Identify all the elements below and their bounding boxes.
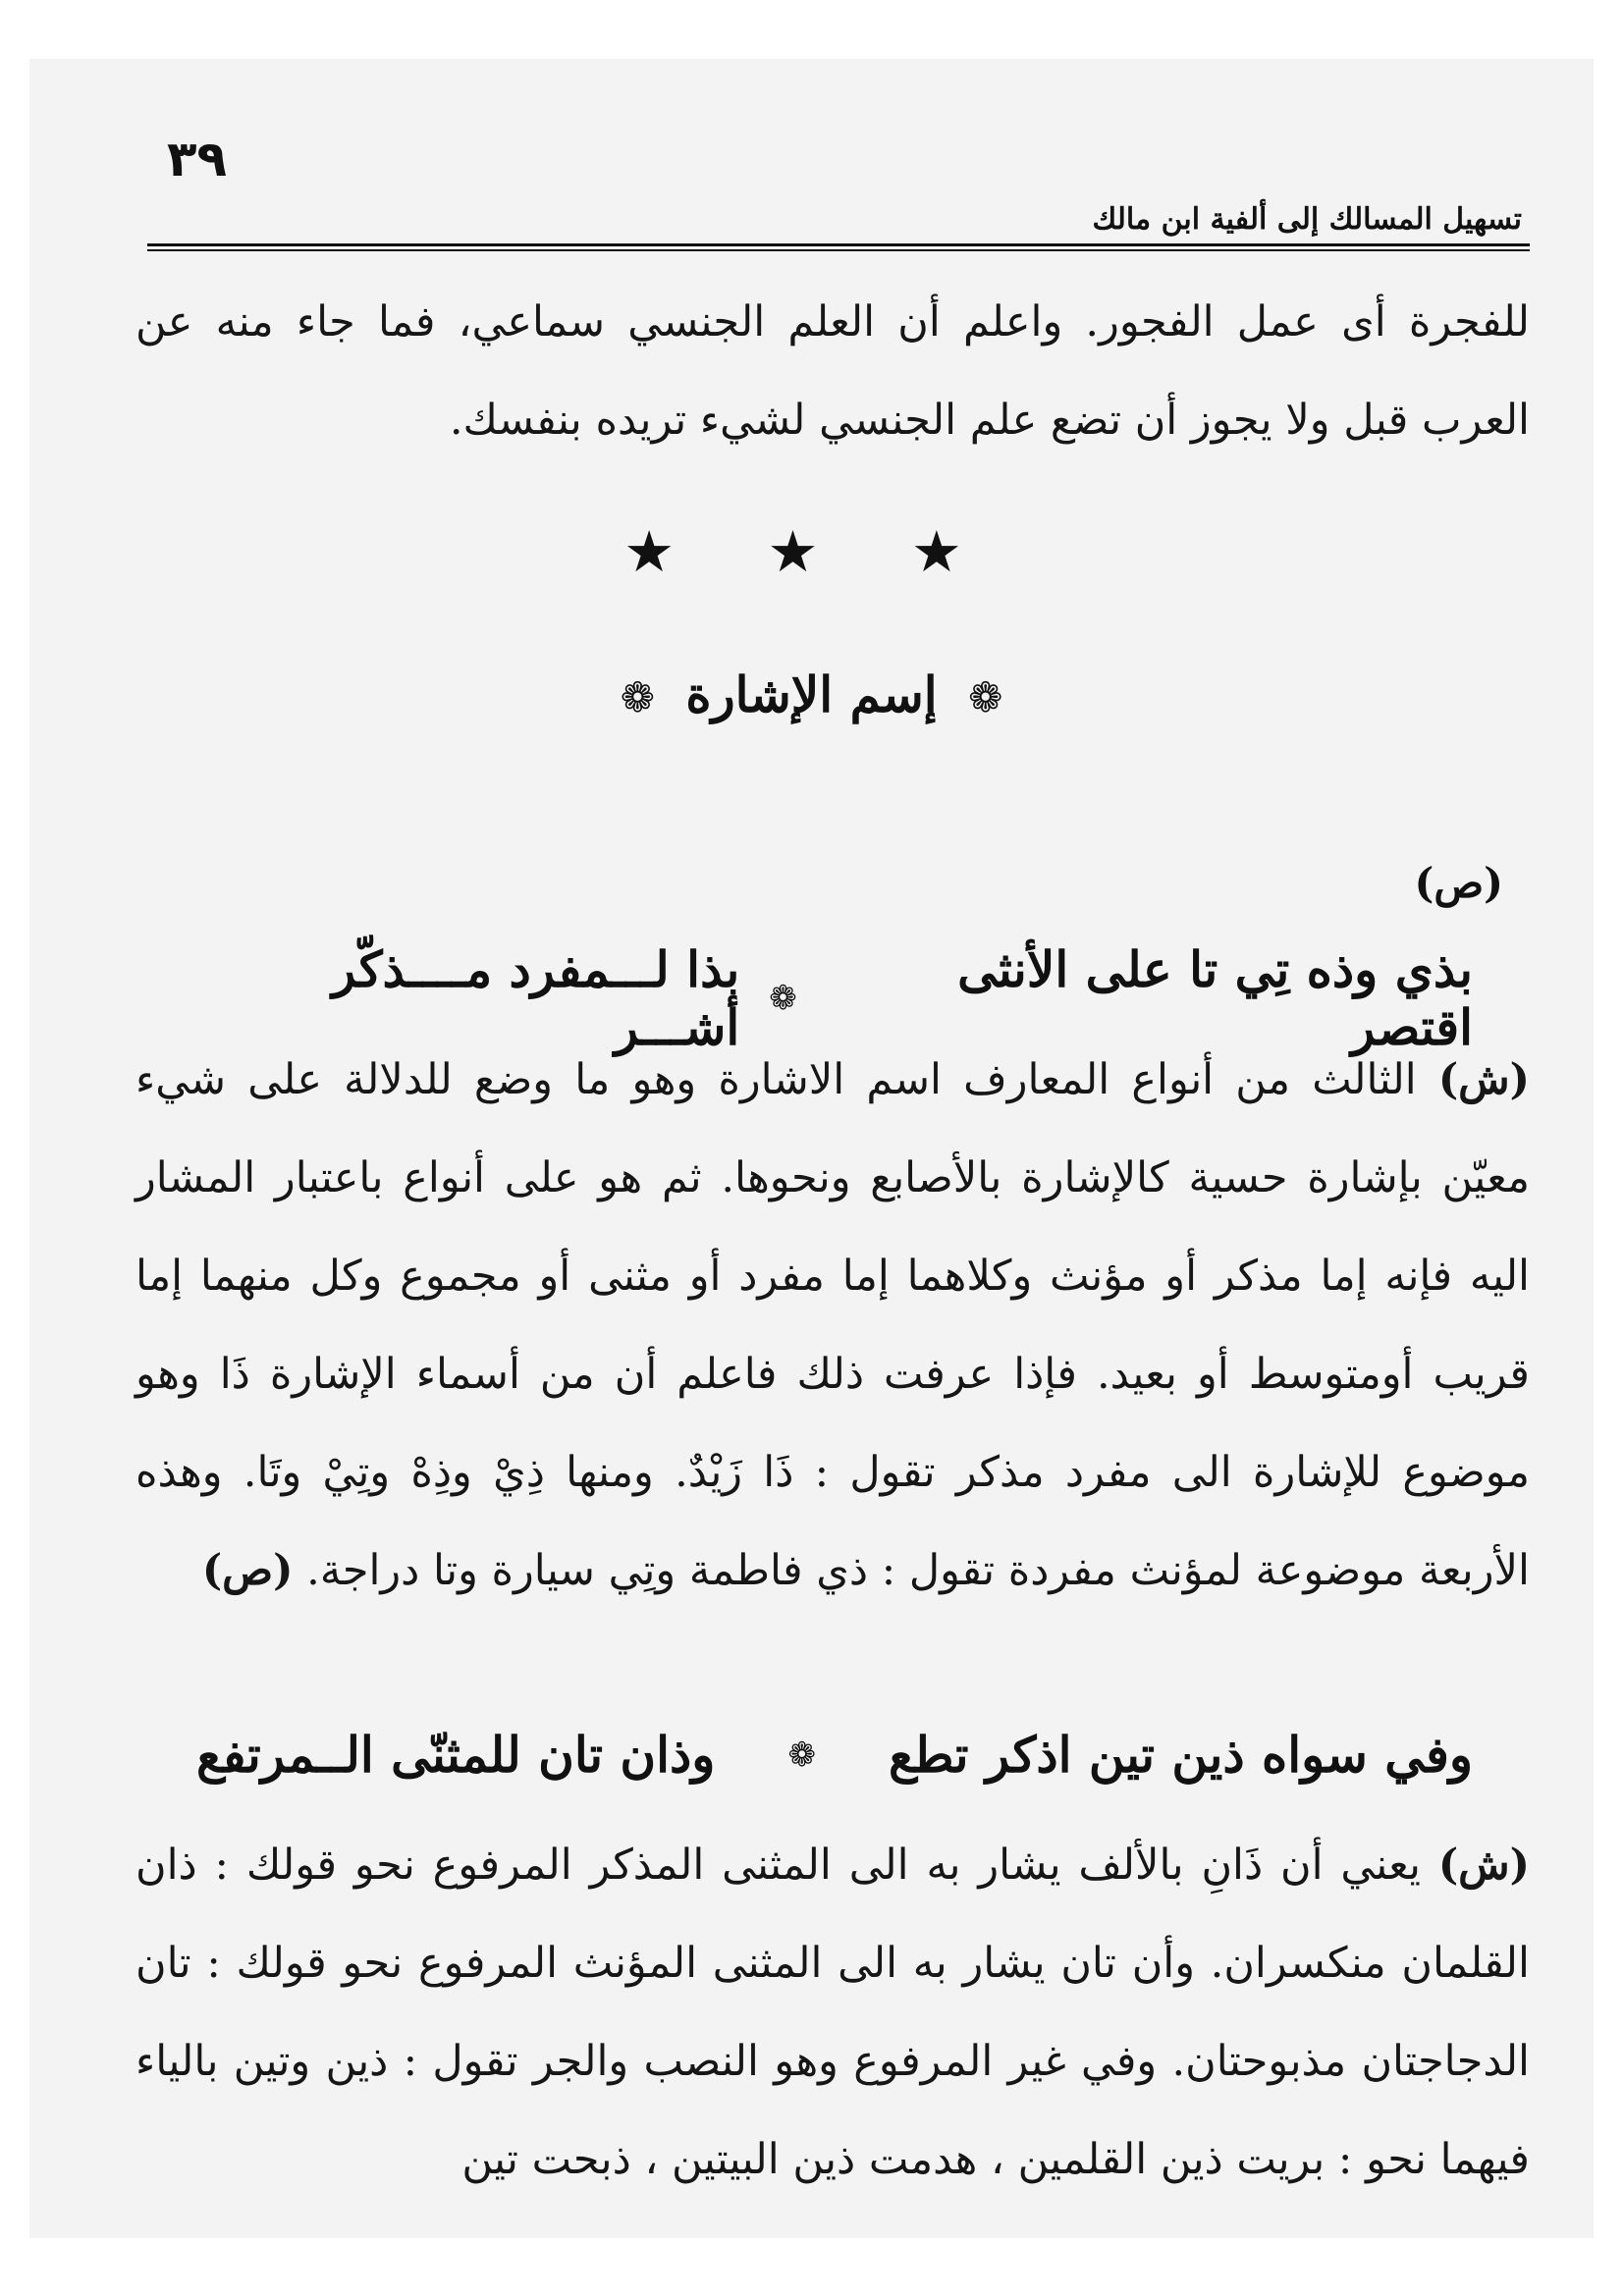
header-rule: [147, 243, 1530, 246]
star-divider: ★ ★ ★: [623, 518, 1000, 585]
commentary-marker: (ش): [1437, 1841, 1530, 1890]
verse-hemistich-right: وذان تان للمثنّى الــمرتفع: [196, 1726, 716, 1784]
verse-hemistich-left: وفي سواه ذين تين اذكر تطع: [889, 1726, 1473, 1784]
commentary-paragraph: [135, 1031, 1530, 1620]
intro-paragraph-block: [135, 273, 1530, 469]
page-header: [147, 116, 1522, 237]
flower-ornament-icon: ❁: [620, 673, 655, 721]
sad-marker: (ص): [201, 1546, 294, 1595]
verse-hemistich-right: بذا لـــمفرد مــــذكّر أشـــر: [332, 940, 740, 1056]
page-sheet: [29, 59, 1594, 2238]
page-number: ٣٩: [167, 131, 228, 187]
commentary-block-1: [135, 1031, 1530, 1620]
commentary-block-2: [135, 1816, 1530, 2209]
header-rule-thin: [147, 249, 1530, 251]
sad-marker: (ص): [1414, 859, 1503, 907]
commentary-marker: (ش): [1437, 1055, 1530, 1104]
verse-hemistich-left: بذي وذه تِي تا على الأنثى اقتصر: [957, 940, 1473, 1056]
intro-paragraph: للفجرة أى عمل الفجور. واعلم أن العلم الجنسي سماعي، فما جاء منه عن العرب قبل ولا يجوز أن تضع علم الجنسي لشيء تريده بنفسك.: [135, 297, 1530, 445]
running-title: تسهيل المسالك إلى ألفية ابن مالك: [1092, 202, 1522, 237]
section-title: إسم الإشارة: [685, 666, 938, 723]
commentary-text: يعني أن ذَانِ بالألف يشار به الى المثنى المذكر المرفوع نحو قولك : ذان القلمان منكسران. وأن تان يشار به الى المثنى المؤنث المرفوع نحو قولك : تان الدجاجتان مذبوحتان. وفي غير المرفوع وهو النصب والجر تقول : ذين وتين بالياء فيهما نحو : بريت ذين القلمين ، هدمت ذين البيتين ، ذبحت تين: [135, 1841, 1530, 2184]
section-heading: [29, 666, 1594, 723]
verse-line-2: [196, 1726, 1473, 1784]
commentary-text: الثالث من أنواع المعارف اسم الاشارة وهو ما وضع للدلالة على شيء معيّن بإشارة حسية كالإشارة بالأصابع ونحوها. ثم هو على أنواع باعتبار المشار اليه فإنه إما مذكر أو مؤنث وكلاهما إما مفرد أو مثنى أو مجموع وكل منهما إما قريب أومتوسط أو بعيد. فإذا عرفت ذلك فاعلم أن من أسماء الإشارة ذَا وهو موضوع للإشارة الى مفرد مذكر تقول : ذَا زَيْدٌ. ومنها ذِيْ وذِهْ وتِيْ وتَا. وهذه الأربعة موضوعة لمؤنث مفردة تقول : ذي فاطمة وتِي سيارة وتا دراجة.: [135, 1055, 1530, 1595]
verse-separator-icon: ❁: [787, 1735, 816, 1775]
flower-ornament-icon: ❁: [968, 673, 1003, 721]
verse-separator-icon: ❁: [769, 979, 797, 1018]
commentary-paragraph: [135, 1816, 1530, 2209]
